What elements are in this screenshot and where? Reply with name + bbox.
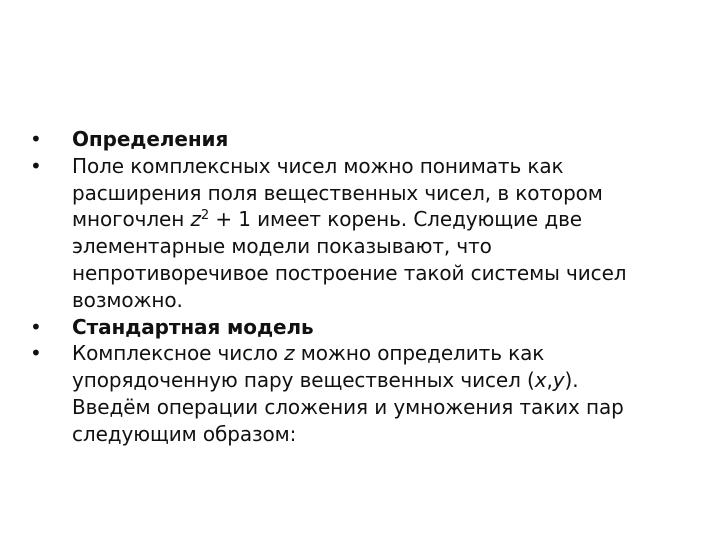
paragraph-line: Введём операции сложения и умножения таких пар	[72, 394, 624, 419]
bullet-dot: •	[30, 127, 42, 151]
variable-x: x	[534, 368, 547, 393]
text-fragment: многочлен	[72, 207, 191, 232]
bullet-definitions-heading	[30, 126, 700, 153]
text-fragment: можно определить как	[294, 341, 545, 366]
text-fragment: + 1 имеет корень. Следующие две	[209, 207, 582, 232]
variable-z: z	[190, 207, 201, 232]
paragraph-line: элементарные модели показывают, что	[72, 234, 492, 259]
bullet-standard-model-heading	[30, 314, 700, 341]
variable-z: z	[284, 341, 295, 366]
text-fragment: Комплексное число	[72, 341, 285, 366]
bullet-complex-field-paragraph	[30, 153, 700, 314]
text-fragment: ).	[564, 368, 579, 393]
bullet-dot: •	[30, 153, 42, 178]
variable-y: y	[552, 368, 565, 393]
exponent: 2	[200, 208, 210, 224]
text-fragment: упорядоченную пару вещественных чисел (	[72, 368, 535, 393]
comma: ,	[546, 368, 553, 393]
paragraph-line-with-variable	[72, 340, 700, 367]
paragraph-line: непротиворечивое построение такой системы чисел	[72, 260, 627, 285]
paragraph-line-with-formula	[72, 206, 700, 233]
paragraph-line: следующим образом:	[72, 421, 297, 446]
paragraph-line: возможно.	[72, 287, 183, 312]
paragraph-line-with-pair	[72, 367, 700, 394]
bullet-complex-number-paragraph	[30, 340, 700, 447]
bullet-list	[30, 126, 700, 448]
standard-model-heading-text: Стандартная модель	[72, 314, 314, 339]
definitions-heading-text: Определения	[72, 127, 229, 151]
bullet-dot: •	[30, 314, 42, 339]
bullet-dot: •	[30, 341, 42, 366]
paragraph-line: Поле комплексных чисел можно понимать как	[72, 153, 564, 178]
paragraph-line: расширения поля вещественных чисел, в котором	[72, 180, 603, 205]
